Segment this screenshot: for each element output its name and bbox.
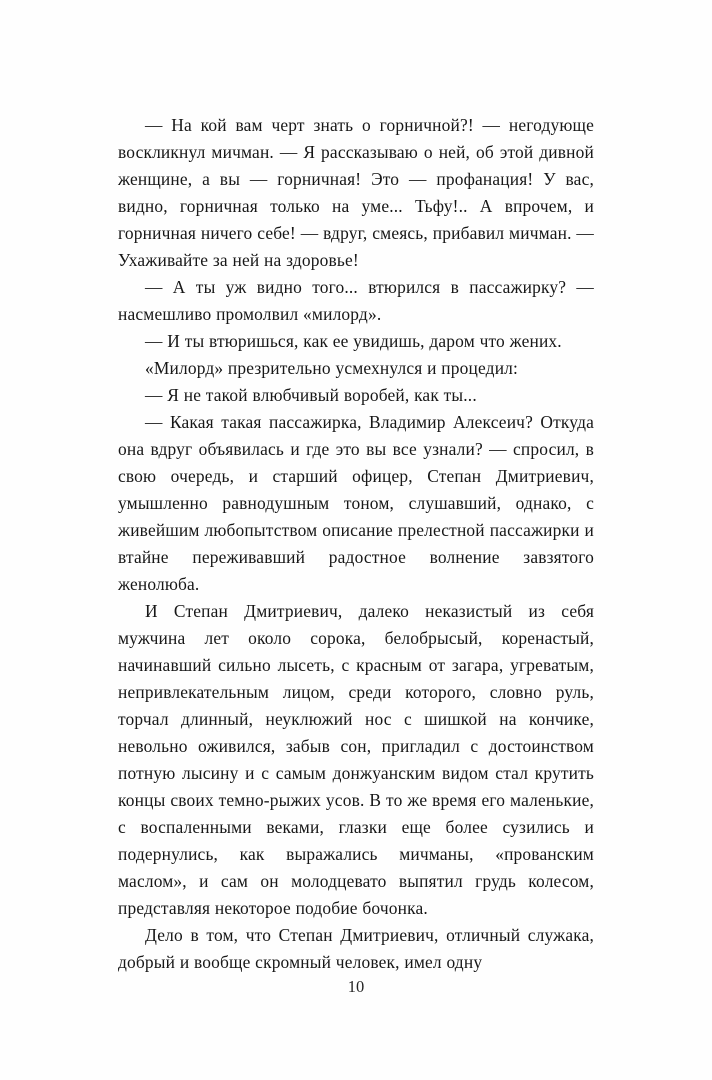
page-text-block	[118, 112, 594, 976]
page-number: 10	[347, 977, 365, 996]
body-paragraph: — На кой вам черт знать о горничной?! — негодующе воскликнул мичман. — Я рассказываю о ней, об этой дивной женщине, а вы — горничная! Это — профанация! У вас, видно, горничная только на уме... Тьфу!.. А впрочем, и горничная ничего себе! — вдруг, смеясь, прибавил мичман. — Ухаживайте за ней на здоровье!	[118, 115, 594, 270]
body-paragraph: — А ты уж видно того... втюрился в пассажирку? — насмешливо промолвил «милорд».	[118, 277, 594, 324]
body-paragraph: — Я не такой влюбчивый воробей, как ты...	[145, 385, 477, 405]
body-paragraph: И Степан Дмитриевич, далеко неказистый из себя мужчина лет около сорока, белобрысый, коренастый, начинавший сильно лысеть, с красным от загара, угреватым, непривлекательным лицом, среди которого, словно руль, торчал длинный, неуклюжий нос с шишкой на кончике, невольно оживился, забыв сон, пригладил с достоинством потную лысину и с самым донжуанским видом стал крутить концы своих темно-рыжих усов. В то же время его маленькие, с воспаленными веками, глазки еще более сузились и подернулись, как выражались мичманы, «прованским маслом», и сам он молодцевато выпятил грудь колесом, представляя некоторое подобие бочонка.	[118, 601, 594, 918]
body-paragraph: Дело в том, что Степан Дмитриевич, отличный служака, добрый и вообще скромный человек, имел одну	[118, 925, 594, 972]
body-paragraph: «Милорд» презрительно усмехнулся и процедил:	[145, 358, 519, 378]
body-paragraph: — И ты втюришься, как ее увидишь, даром что жених.	[145, 331, 562, 351]
body-paragraph: — Какая такая пассажирка, Владимир Алексеич? Откуда она вдруг объявилась и где это вы все узнали? — спросил, в свою очередь, и старший офицер, Степан Дмитриевич, умышленно равнодушным тоном, слушавший, однако, с живейшим любопытством описание прелестной пассажирки и втайне переживавший радостное волнение завзятого женолюба.	[118, 412, 594, 594]
